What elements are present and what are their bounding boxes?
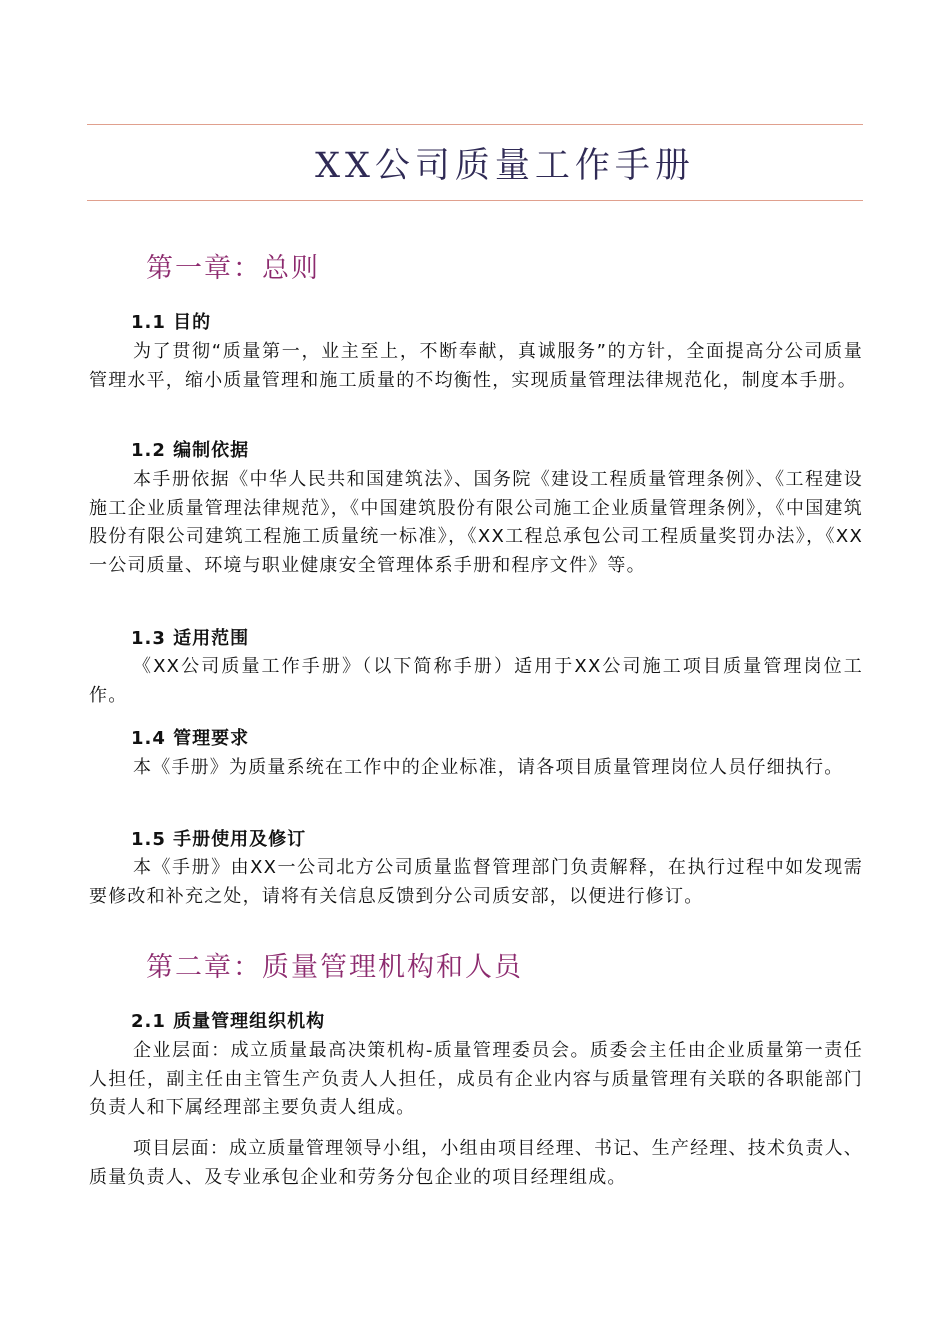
- title-top-rule: [87, 124, 863, 125]
- section-1-1-heading: 1.1 目的: [131, 312, 212, 333]
- section-1-2-heading: 1.2 编制依据: [131, 440, 250, 461]
- section-1-4-paragraph: 本《手册》为质量系统在工作中的企业标准，请各项目质量管理岗位人员仔细执行。: [133, 757, 844, 778]
- section-1-5-heading: 1.5 手册使用及修订: [131, 829, 307, 850]
- section-2-1-heading: 2.1 质量管理组织机构: [131, 1011, 326, 1032]
- section-2-1-paragraph-1: 企业层面：成立质量最高决策机构-质量管理委员会。质委会主任由企业质量第一责任人担任，副主任由主管生产负责人人担任，成员有企业内容与质量管理有关联的各职能部门负责人和下属经理部主要负责人组成。: [89, 1040, 863, 1118]
- section-1-1-paragraph: 为了贯彻“质量第一，业主至上，不断奉献，真诚服务”的方针，全面提高分公司质量管理水平，缩小质量管理和施工质量的不均衡性，实现质量管理法律规范化，制度本手册。: [89, 341, 863, 391]
- document-title: XX公司质量工作手册: [315, 146, 695, 186]
- title-bottom-rule: [87, 200, 863, 201]
- chapter-1-title: 第一章：总则: [146, 253, 320, 284]
- section-1-5-paragraph: 本《手册》由XX一公司北方公司质量监督管理部门负责解释，在执行过程中如发现需要修改和补充之处，请将有关信息反馈到分公司质安部，以便进行修订。: [89, 857, 863, 907]
- section-1-3-paragraph: 《XX公司质量工作手册》（以下简称手册）适用于XX公司施工项目质量管理岗位工作。: [89, 656, 863, 706]
- section-2-1-paragraph-2: 项目层面：成立质量管理领导小组，小组由项目经理、书记、生产经理、技术负责人、质量负责人、及专业承包企业和劳务分包企业的项目经理组成。: [89, 1138, 863, 1188]
- section-1-4-heading: 1.4 管理要求: [131, 728, 250, 749]
- section-1-3-heading: 1.3 适用范围: [131, 628, 250, 649]
- section-1-2-paragraph: 本手册依据《中华人民共和国建筑法》、国务院《建设工程质量管理条例》、《工程建设施工企业质量管理法律规范》，《中国建筑股份有限公司施工企业质量管理条例》，《中国建筑股份有限公司建筑工程施工质量统一标准》，《XX工程总承包公司工程质量奖罚办法》，《XX一公司质量、环境与职业健康安全管理体系手册和程序文件》等。: [89, 469, 863, 576]
- chapter-2-title: 第二章：质量管理机构和人员: [146, 952, 523, 983]
